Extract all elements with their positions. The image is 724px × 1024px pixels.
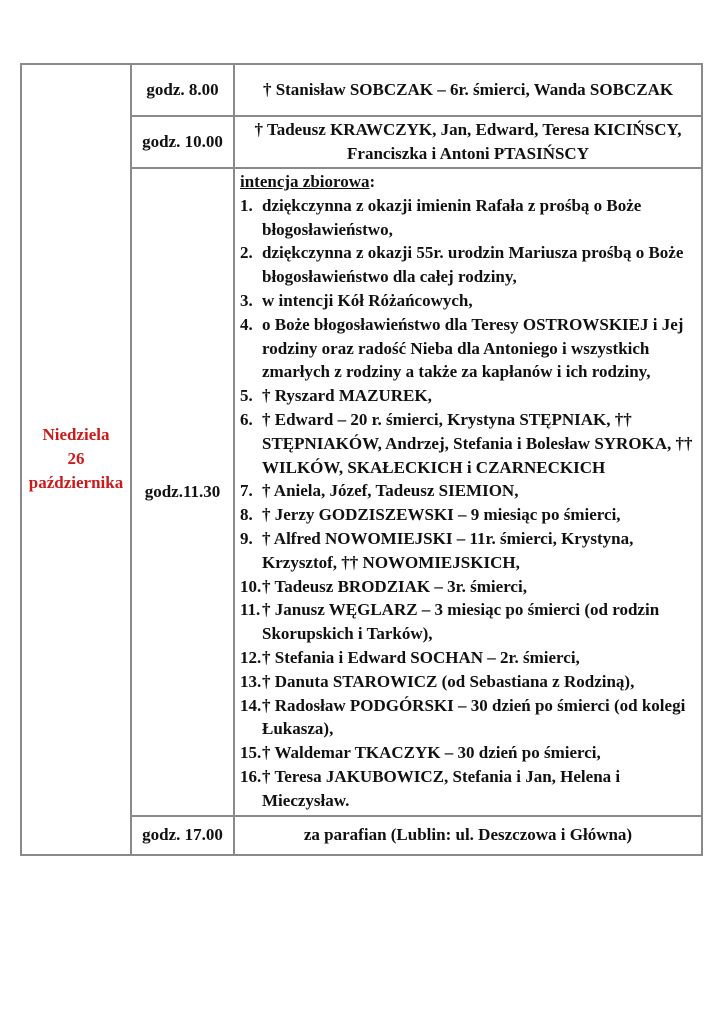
mass-time: godz. 17.00 [131,816,234,855]
intention-item: 3. w intencji Kół Różańcowych, [240,290,473,310]
mass-intention: † Tadeusz KRAWCZYK, Jan, Edward, Teresa KICIŃSCY, Franciszka i Antoni PTASIŃSCY [234,116,702,168]
intention-item: 11. † Janusz WĘGLARZ – 3 miesiąc po śmierci (od rodzin Skorupskich i Tarków), [240,600,660,644]
intention-item: 12. † Stefania i Edward SOCHAN – 2r. śmierci, [240,647,580,667]
mass-intention: † Stanisław SOBCZAK – 6r. śmierci, Wanda SOBCZAK [234,64,702,116]
collective-heading-text: intencja zbiorowa [240,172,370,191]
intention-item: 16. † Teresa JAKUBOWICZ, Stefania i Jan, Helena i Mieczysław. [240,766,621,810]
mass-intention: za parafian (Lublin: ul. Deszczowa i Główna) [234,816,702,855]
day-cell [21,64,131,855]
intention-item: 4. o Boże błogosławieństwo dla Teresy OSTROWSKIEJ i Jej rodziny oraz radość Nieba dla Antoniego i wszystkich zmarłych z rodziny a także za kapłanów i ich rodziny, [240,314,684,382]
day-weekday: Niedziela [42,425,110,445]
day-date: 26 [67,449,85,469]
collective-heading: intencja zbiorowa: [240,172,376,191]
intention-item: 13. † Danuta STAROWICZ (od Sebastiana z Rodziną), [240,671,635,691]
intention-item: 14. † Radosław PODGÓRSKI – 30 dzień po śmierci (od kolegi Łukasza), [240,695,686,739]
intention-item: 6. † Edward – 20 r. śmierci, Krystyna STĘPNIAK, †† STĘPNIAKÓW, Andrzej, Stefania i Bolesław SYROKA, †† WILKÓW, SKAŁECKICH i CZARNECKICH [240,409,693,477]
collective-intention-cell [234,168,702,816]
intention-item: 5. † Ryszard MAZUREK, [240,386,432,406]
mass-intentions-table [20,63,703,856]
intention-item: 7. † Aniela, Józef, Tadeusz SIEMION, [240,481,519,501]
day-month: października [28,473,124,493]
intention-item: 9. † Alfred NOWOMIEJSKI – 11r. śmierci, Krystyna, Krzysztof, †† NOWOMIEJSKICH, [240,528,634,572]
mass-time: godz. 8.00 [131,64,234,116]
intention-item: 15. † Waldemar TKACZYK – 30 dzień po śmierci, [240,743,601,763]
intention-list [240,194,695,813]
intention-item: 8. † Jerzy GODZISZEWSKI – 9 miesiąc po śmierci, [240,505,621,525]
mass-time: godz. 10.00 [131,116,234,168]
intention-item: 2. dziękczynna z okazji 55r. urodzin Mariusza prośbą o Boże błogosławieństwo dla całej rodziny, [240,243,684,287]
mass-time: godz.11.30 [131,168,234,816]
intention-item: 10. † Tadeusz BRODZIAK – 3r. śmierci, [240,576,527,596]
intention-item: 1. dziękczynna z okazji imienin Rafała z prośbą o Boże błogosławieństwo, [240,195,642,239]
mass-row-0800 [21,64,702,116]
